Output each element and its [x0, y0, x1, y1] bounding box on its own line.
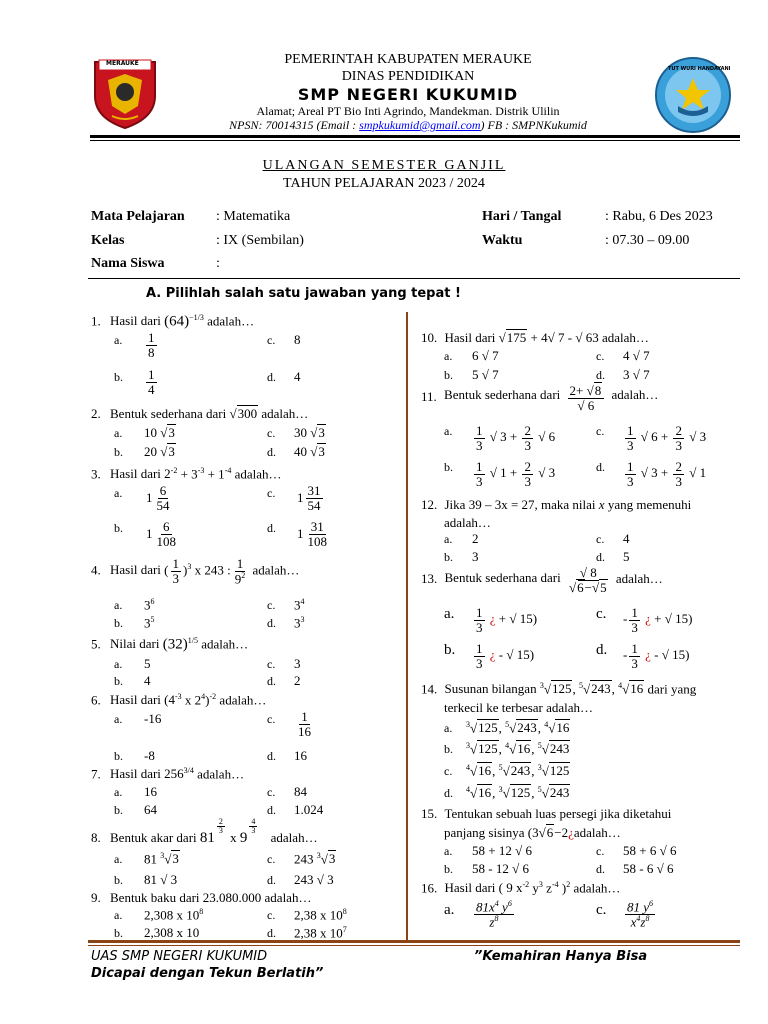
exam-title: ULANGAN SEMESTER GANJIL	[262, 158, 506, 173]
q10-letter-d[interactable]: d.	[596, 368, 605, 382]
q1-option-d[interactable]: 4	[294, 369, 301, 384]
q15: 15. Tentukan sebuah luas persegi jika diketahui	[421, 806, 672, 821]
q13-option-c[interactable]: - $\frac{1}{3}$ ¿ + √ 15)	[623, 605, 693, 635]
q10-letter-c[interactable]: c.	[596, 349, 605, 363]
q12-option-b[interactable]: 3	[472, 549, 479, 564]
q4-option-c[interactable]: $3^4$	[294, 597, 305, 613]
q1-option-b[interactable]: $\frac{1}{4}$	[148, 367, 155, 397]
footer-left: UAS SMP NEGERI KUKUMID	[91, 949, 268, 964]
q5: 5. Nilai dari $(32)^{1/5}$ adalah…	[91, 636, 249, 653]
footer-rule-thick	[88, 940, 740, 943]
q4-option-d[interactable]: $3^3$	[294, 615, 305, 631]
q15-letter-c[interactable]: c.	[596, 844, 605, 858]
right-logo-text: TUT WURI HANDAYANI	[668, 66, 731, 72]
q8-letter-d[interactable]: d.	[267, 873, 276, 887]
footer-rule-thin	[88, 945, 740, 946]
q1: 1. Hasil dari $(64)^{-1/3}$ adalah…	[91, 313, 255, 330]
q16-letter-a[interactable]: a.	[444, 902, 455, 918]
footer-motto: ”Kemahiran Hanya Bisa	[474, 949, 648, 964]
q1-option-a[interactable]: $\frac{1}{8}$	[148, 330, 155, 360]
header-line2: DINAS PENDIDIKAN	[341, 69, 475, 84]
q7-option-d[interactable]: 1.024	[294, 802, 324, 817]
q12-letter-b[interactable]: b.	[444, 550, 453, 564]
q4-option-a[interactable]: $3^6$	[144, 597, 155, 613]
q11-option-d[interactable]: $\frac{1}{3}$ √ 3 + $\frac{2}{3}$ √ 1	[627, 459, 707, 489]
q10-letter-b[interactable]: b.	[444, 368, 453, 382]
q2-option-d[interactable]: 40 √3	[294, 444, 325, 459]
q14-letter-b[interactable]: b.	[444, 742, 453, 756]
q6-option-c[interactable]: $\frac{1}{16}$	[298, 709, 311, 739]
q16: 16. Hasil dari ( 9 $x^{-2}$ $y^3$ $z^{-4}$ )$^2$ adalah…	[421, 880, 621, 896]
q14-letter-d[interactable]: d.	[444, 786, 453, 800]
q14-option-b[interactable]: $^3$√125, $^4$√16, $^5$√243	[466, 741, 570, 757]
q15-option-b[interactable]: 58 - 12 √ 6	[472, 861, 529, 876]
column-divider	[406, 312, 408, 942]
q2-option-a[interactable]: 10 √3	[144, 425, 175, 440]
q13-letter-c[interactable]: c.	[596, 606, 607, 622]
q1-letter-d[interactable]: d.	[267, 370, 276, 384]
class-label: Kelas	[91, 233, 125, 248]
q8-letter-a[interactable]: a.	[114, 852, 123, 866]
q11-letter-c[interactable]: c.	[596, 424, 605, 438]
q3-letter-b[interactable]: b.	[114, 521, 123, 535]
q6-letter-a[interactable]: a.	[114, 712, 123, 726]
header-rule-thin	[90, 140, 740, 141]
q4-option-b[interactable]: $3^5$	[144, 615, 155, 631]
q6: 6. Hasil dari ($4^{-3}$ x $2^4)^{-2}$ adalah…	[91, 692, 267, 708]
q11: 11. Bentuk sederhana dari $\frac{2+ √8}{√ 6}$ adalah…	[421, 383, 659, 413]
q15-letter-a[interactable]: a.	[444, 844, 453, 858]
q2-letter-c[interactable]: c.	[267, 426, 276, 440]
day-label: Hari / Tangal	[482, 209, 562, 224]
q10-option-a[interactable]: 6 √ 7	[472, 348, 499, 363]
q13-option-b[interactable]: $\frac{1}{3}$ ¿ - √ 15)	[476, 641, 535, 671]
q6-letter-d[interactable]: d.	[267, 749, 276, 763]
q12-option-a[interactable]: 2	[472, 531, 479, 546]
q6-option-b[interactable]: -8	[144, 748, 155, 763]
q5-option-c[interactable]: 3	[294, 656, 301, 671]
header-rule-thick	[90, 135, 740, 138]
q4: 4. Hasil dari ( $\frac{1}{3}$ )$^3$ x 243 : $\frac{1}{9^2}$ adalah…	[91, 556, 300, 586]
q10-option-b[interactable]: 5 √ 7	[472, 367, 499, 382]
section-title: A. Pilihlah salah satu jawaban yang tepat !	[146, 286, 461, 301]
q16-letter-c[interactable]: c.	[596, 902, 607, 918]
q8-option-c[interactable]: 243 $^3$√3	[294, 851, 336, 867]
q2-letter-d[interactable]: d.	[267, 445, 276, 459]
q1-letter-b[interactable]: b.	[114, 370, 123, 384]
time-value: : 07.30 – 09.00	[605, 233, 690, 248]
q12-line2: adalah…	[444, 515, 491, 530]
q12-option-d[interactable]: 5	[623, 549, 630, 564]
q15-option-a[interactable]: 58 + 12 √ 6	[472, 843, 532, 858]
q12-letter-a[interactable]: a.	[444, 532, 453, 546]
q12: 12. Jika 39 – 3x = 27, maka nilai x yang memenuhi	[421, 497, 692, 512]
q7: 7. Hasil dari $256^{3/4}$ adalah…	[91, 766, 245, 782]
q1-letter-a[interactable]: a.	[114, 333, 123, 347]
q11-letter-a[interactable]: a.	[444, 424, 453, 438]
q9-option-d[interactable]: 2,38 x $10^7$	[294, 925, 347, 941]
name-value: :	[216, 256, 220, 271]
header-line1: PEMERINTAH KABUPATEN MERAUKE	[284, 52, 532, 67]
q3-letter-a[interactable]: a.	[114, 486, 123, 500]
q14-line2: terkecil ke terbesar adalah…	[444, 700, 594, 715]
q14-letter-c[interactable]: c.	[444, 764, 453, 778]
q8-option-d[interactable]: 243 √ 3	[294, 872, 334, 887]
q5-letter-d[interactable]: d.	[267, 674, 276, 688]
q6-option-d[interactable]: 16	[294, 748, 307, 763]
q4-letter-c[interactable]: c.	[267, 598, 276, 612]
q9: 9. Bentuk baku dari 23.080.000 adalah…	[91, 890, 312, 905]
q2-option-c[interactable]: 30 √3	[294, 425, 325, 440]
q13-letter-a[interactable]: a.	[444, 606, 455, 622]
q3: 3. Hasil dari $2^{-2} + 3^{-3} + 1^{-4}$ adalah…	[91, 466, 282, 482]
q16-option-c[interactable]: $\frac{81 y^6}{x^4z^8}$	[627, 899, 654, 930]
q2-letter-b[interactable]: b.	[114, 445, 123, 459]
q8-letter-c[interactable]: c.	[267, 852, 276, 866]
class-value: : IX (Sembilan)	[216, 233, 304, 248]
q7-letter-d[interactable]: d.	[267, 803, 276, 817]
q15-option-c[interactable]: 58 + 6 √ 6	[623, 843, 677, 858]
q5-option-b[interactable]: 4	[144, 673, 151, 688]
q13-letter-d[interactable]: d.	[596, 642, 608, 658]
q13-option-d[interactable]: - $\frac{1}{3}$ ¿ - √ 15)	[623, 641, 690, 671]
q14-option-d[interactable]: $^4$√16, $^3$√125, $^5$√243	[466, 785, 570, 801]
q10: 10. Hasil dari √175 + 4√ 7 - √ 63 adalah…	[421, 330, 649, 345]
q11-option-c[interactable]: $\frac{1}{3}$ √ 6 + $\frac{2}{3}$ √ 3	[627, 423, 707, 453]
q7-option-b[interactable]: 64	[144, 802, 157, 817]
email-link[interactable]: smpkukumid@gmail.com	[359, 118, 481, 132]
q7-letter-a[interactable]: a.	[114, 785, 123, 799]
q6-letter-c[interactable]: c.	[267, 712, 276, 726]
q3-letter-d[interactable]: d.	[267, 521, 276, 535]
time-label: Waktu	[482, 233, 523, 248]
q7-option-a[interactable]: 16	[144, 784, 157, 799]
q10-option-d[interactable]: 3 √ 7	[623, 367, 650, 382]
q2: 2. Bentuk sederhana dari √300 adalah…	[91, 406, 309, 421]
school-address: Alamat; Areal PT Bio Inti Agrindo, Mandekman. Distrik Ulilin	[256, 104, 560, 118]
q8: 8. Bentuk akar dari 81 $^{\frac{2}{3}}$ x 9 $^{\frac{4}{3}}$ adalah…	[91, 817, 318, 847]
q11-letter-b[interactable]: b.	[444, 460, 453, 474]
q15-letter-b[interactable]: b.	[444, 862, 453, 876]
q5-letter-b[interactable]: b.	[114, 674, 123, 688]
subject-label: Mata Pelajaran	[91, 209, 185, 224]
q5-option-d[interactable]: 2	[294, 673, 301, 688]
q12-letter-c[interactable]: c.	[596, 532, 605, 546]
q8-option-b[interactable]: 81 √ 3	[144, 872, 178, 887]
q14-option-c[interactable]: $^4$√16, $^5$√243, $^3$√125	[466, 763, 570, 779]
q6-letter-b[interactable]: b.	[114, 749, 123, 763]
q3-option-b[interactable]: 1 $\frac{6}{108}$	[146, 519, 176, 549]
q11-letter-d[interactable]: d.	[596, 460, 605, 474]
q7-letter-b[interactable]: b.	[114, 803, 123, 817]
q9-option-b[interactable]: 2,308 x 10	[144, 925, 200, 940]
q10-option-c[interactable]: 4 √ 7	[623, 348, 650, 363]
q14-letter-a[interactable]: a.	[444, 721, 453, 735]
q7-option-c[interactable]: 84	[294, 784, 307, 799]
q3-letter-c[interactable]: c.	[267, 486, 276, 500]
q2-letter-a[interactable]: a.	[114, 426, 123, 440]
q5-letter-a[interactable]: a.	[114, 657, 123, 671]
q11-option-b[interactable]: $\frac{1}{3}$ √ 1 + $\frac{2}{3}$ √ 3	[476, 459, 556, 489]
q3-option-c[interactable]: 1 $\frac{31}{54}$	[297, 483, 321, 513]
q9-option-a[interactable]: 2,308 x $10^8$	[144, 907, 204, 923]
name-label: Nama Siswa	[91, 256, 165, 271]
q10-letter-a[interactable]: a.	[444, 349, 453, 363]
q4-letter-a[interactable]: a.	[114, 598, 123, 612]
q16-option-a[interactable]: $\frac{81x^4 y^6}{z^8}$	[476, 899, 512, 930]
q3-option-a[interactable]: 1 $\frac{6}{54}$	[146, 483, 170, 513]
q11-option-a[interactable]: $\frac{1}{3}$ √ 3 + $\frac{2}{3}$ √ 6	[476, 423, 556, 453]
q13-letter-b[interactable]: b.	[444, 642, 456, 658]
q1-letter-c[interactable]: c.	[267, 333, 276, 347]
q13-option-a[interactable]: $\frac{1}{3}$ ¿ + √ 15)	[476, 605, 538, 635]
school-contact	[170, 118, 646, 133]
q9-letter-c[interactable]: c.	[267, 908, 276, 922]
left-logo-text: MERAUKE	[106, 60, 139, 67]
subject-value: : Matematika	[216, 209, 291, 224]
school-name: SMP NEGERI KUKUMID	[297, 85, 519, 104]
q5-option-a[interactable]: 5	[144, 656, 151, 671]
q14-option-a[interactable]: $^3$√125, $^5$√243, $^4$√16	[466, 720, 570, 736]
q15-line2: panjang sisinya (3√6−2¿adalah…	[444, 825, 621, 840]
q7-letter-c[interactable]: c.	[267, 785, 276, 799]
q6-option-a[interactable]: -16	[144, 711, 162, 726]
fb-text: ) FB : SMPNKukumid	[480, 118, 587, 132]
q12-letter-d[interactable]: d.	[596, 550, 605, 564]
q9-letter-d[interactable]: d.	[267, 926, 276, 940]
right-logo	[654, 56, 732, 134]
q2-option-b[interactable]: 20 √3	[144, 444, 175, 459]
q13: 13. Bentuk sederhana dari $\frac{√ 8}{√6-√5}$ adalah…	[421, 565, 663, 595]
q14: 14. Susunan bilangan $^3$√125, $^5$√243, $^4$√16 dari yang	[421, 681, 697, 697]
q8-letter-b[interactable]: b.	[114, 873, 123, 887]
footer-motto-cont: Dicapai dengan Tekun Berlatih”	[91, 966, 324, 981]
q8-option-a[interactable]: 81 $^3$√3	[144, 851, 179, 867]
q4-letter-b[interactable]: b.	[114, 616, 123, 630]
q4-letter-d[interactable]: d.	[267, 616, 276, 630]
q15-letter-d[interactable]: d.	[596, 862, 605, 876]
left-logo	[90, 56, 160, 130]
q15-option-d[interactable]: 58 - 6 √ 6	[623, 861, 674, 876]
day-value: : Rabu, 6 Des 2023	[605, 209, 713, 224]
npsn-text: NPSN: 70014315 (Email :	[229, 118, 360, 132]
q12-option-c[interactable]: 4	[623, 531, 630, 546]
q9-option-c[interactable]: 2,38 x $10^8$	[294, 907, 347, 923]
q1-option-c[interactable]: 8	[294, 332, 301, 347]
q5-letter-c[interactable]: c.	[267, 657, 276, 671]
exam-year: TAHUN PELAJARAN 2023 / 2024	[283, 176, 485, 191]
q9-letter-b[interactable]: b.	[114, 926, 123, 940]
q3-option-d[interactable]: 1 $\frac{31}{108}$	[297, 519, 327, 549]
info-rule	[88, 278, 740, 279]
q9-letter-a[interactable]: a.	[114, 908, 123, 922]
